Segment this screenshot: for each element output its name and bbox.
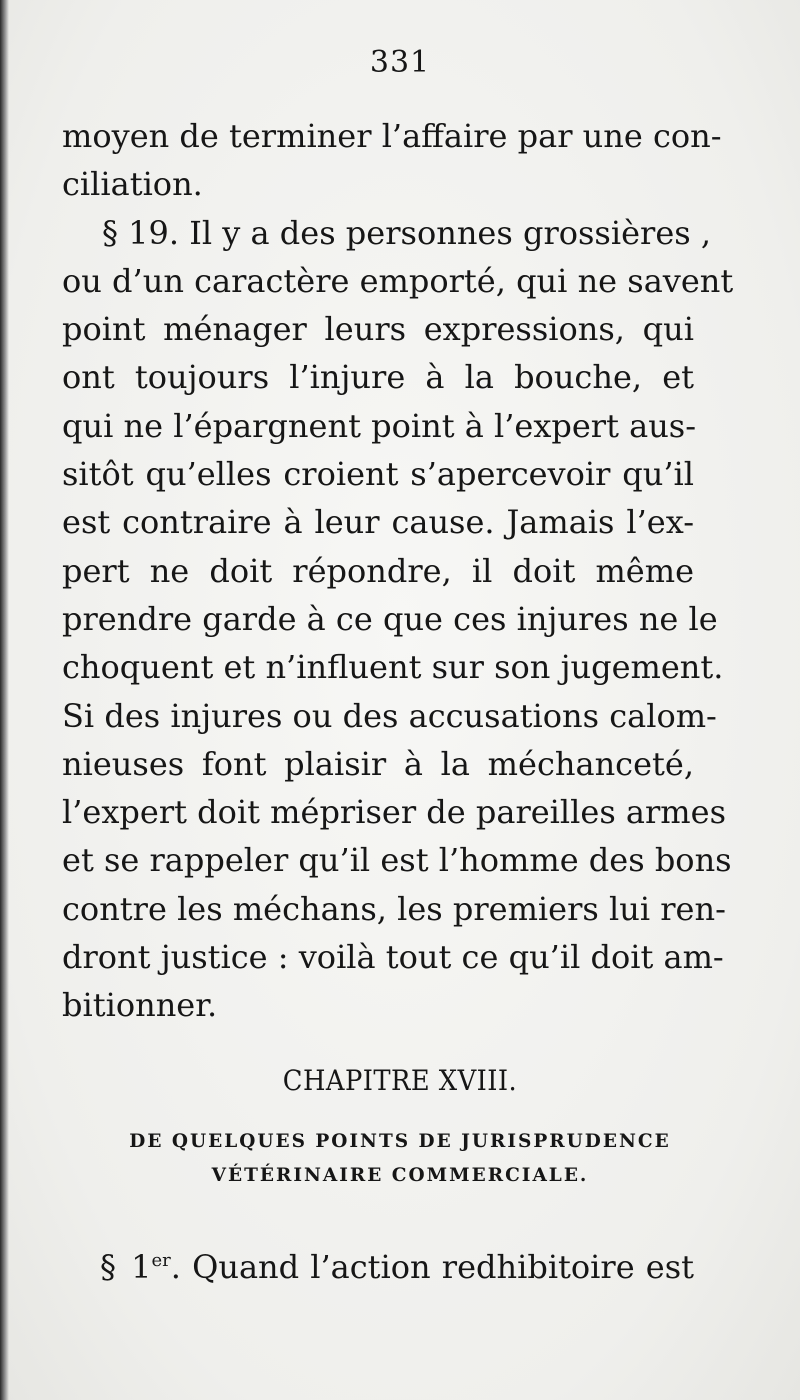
chapter-subtitle: DE QUELQUES POINTS DE JURISPRUDENCE bbox=[129, 1131, 671, 1152]
text-line: et se rappeler qu’il est l’homme des bons bbox=[62, 841, 732, 880]
text-line: ou d’un caractère emporté, qui ne savent bbox=[62, 261, 734, 300]
text-line: point ménager leurs expressions, qui bbox=[62, 310, 694, 349]
text-line: ont toujours l’injure à la bouche, et bbox=[62, 358, 694, 397]
text-line: moyen de terminer l’affaire par une con- bbox=[62, 117, 722, 155]
text-line: nieuses font plaisir à la méchanceté, bbox=[62, 744, 694, 783]
text-line: ciliation. bbox=[62, 165, 203, 204]
text-line: Si des injures ou des accusations calom- bbox=[62, 696, 717, 735]
text-line: choquent et n’influent sur son jugement. bbox=[62, 648, 724, 687]
text-line: dront justice : voilà tout ce qu’il doit am- bbox=[62, 938, 724, 977]
text-line: l’expert doit mépriser de pareilles armes bbox=[62, 793, 726, 832]
text-line: contre les méchans, les premiers lui ren- bbox=[62, 889, 726, 928]
text-line: est contraire à leur cause. Jamais l’ex- bbox=[62, 503, 694, 542]
chapter-subtitle: VÉTÉRINAIRE COMMERCIALE. bbox=[211, 1165, 589, 1186]
paragraph-block bbox=[62, 112, 734, 1030]
text-line: sitôt qu’elles croient s’apercevoir qu’il bbox=[62, 455, 694, 494]
section-opening-line bbox=[100, 1237, 694, 1291]
text-line: pert ne doit répondre, il doit même bbox=[62, 551, 694, 590]
text-line: prendre garde à ce que ces injures ne le bbox=[62, 599, 718, 638]
section-ordinal: 1 bbox=[131, 1248, 152, 1286]
chapter-title: CHAPITRE XVIII. bbox=[282, 1064, 518, 1097]
section-sign: § bbox=[100, 1248, 116, 1286]
page-edge-shadow bbox=[0, 0, 9, 1400]
page-number: 331 bbox=[369, 45, 431, 80]
text-line: § 19. Il y a des personnes grossières , bbox=[102, 213, 712, 252]
text-line: qui ne l’épargnent point à l’expert aus- bbox=[62, 406, 697, 445]
section-text: . Quand l’action redhibitoire est bbox=[170, 1248, 695, 1286]
section-ordinal-suffix: er bbox=[151, 1250, 171, 1271]
text-line: bitionner. bbox=[62, 986, 218, 1025]
